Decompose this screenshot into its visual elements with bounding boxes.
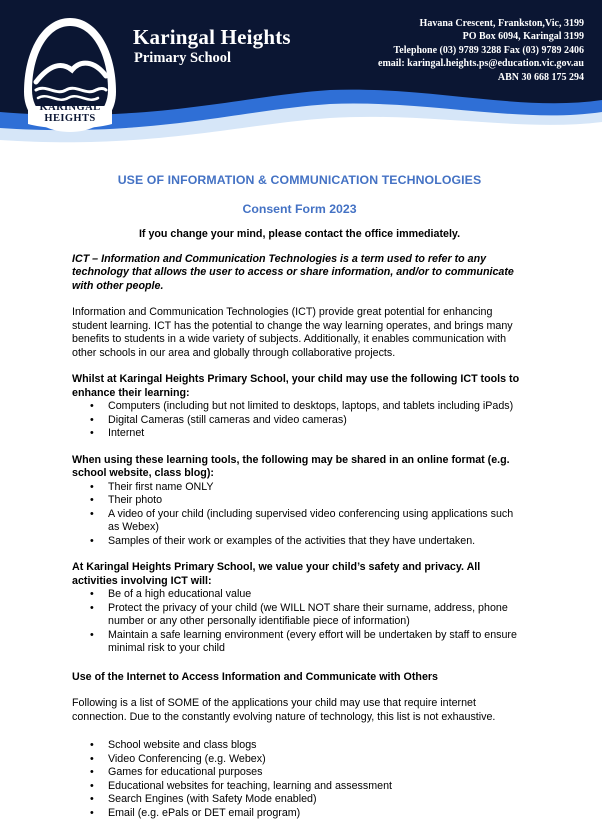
school-subtitle: Primary School	[134, 50, 232, 66]
safety-heading: At Karingal Heights Primary School, we value your child’s safety and privacy. All activities involving ICT will:	[72, 561, 481, 587]
school-name: Karingal Heights	[133, 25, 291, 49]
ict-definition: ICT – Information and Communication Technologies is a term used to refer to any technology that allows the user to access or share information, and/or to communicate with other people.	[72, 252, 514, 292]
tools-heading: Whilst at Karingal Heights Primary School, your child may use the following ICT tools to enhance their learning:	[72, 373, 520, 399]
shared-online-heading: When using these learning tools, the following may be shared in an online format (e.g. school website, class blog):	[72, 453, 510, 479]
internet-heading: Use of the Internet to Access Information and Communicate with Others	[72, 670, 438, 683]
document-subtitle: Consent Form 2023	[242, 201, 357, 216]
list-item: • Be of a high educational value	[108, 588, 527, 602]
list-item: • Digital Cameras (still cameras and video cameras)	[108, 414, 527, 428]
list-item: • Their photo	[108, 494, 527, 508]
list-item: • Search Engines (with Safety Mode enabled)	[108, 793, 527, 807]
list-item: • Email (e.g. ePals or DET email program)	[108, 807, 527, 821]
address-line-email: email: karingal.heights.ps@education.vic.gov.au	[378, 58, 584, 70]
list-item: • Their first name ONLY	[108, 481, 527, 495]
list-item: • Computers (including but not limited to desktops, laptops, and tablets including iPads)	[108, 400, 527, 414]
address-line-abn: ABN 30 668 175 294	[497, 71, 584, 83]
address-line-phone-fax: Telephone (03) 9789 3288 Fax (03) 9789 2406	[393, 44, 584, 56]
document-title: USE OF INFORMATION & COMMUNICATION TECHNOLOGIES	[117, 173, 482, 187]
list-item: • School website and class blogs	[108, 739, 527, 753]
address-line-po-box: PO Box 6094, Karingal 3199	[462, 31, 584, 43]
logo-text-karingal: KARINGAL	[39, 102, 101, 113]
address-line-street: Havana Crescent, Frankston,Vic, 3199	[419, 18, 584, 29]
applications-list	[72, 739, 527, 820]
logo-text-heights: HEIGHTS	[44, 113, 96, 124]
list-item: • Internet	[108, 427, 527, 441]
shared-online-list	[72, 481, 527, 549]
list-item: • Maintain a safe learning environment (every effort will be undertaken by staff to ensure minimal risk to your child	[108, 629, 527, 656]
contact-details	[378, 17, 584, 84]
safety-list	[72, 588, 527, 656]
letterhead	[0, 0, 602, 150]
list-item: • Samples of their work or examples of the activities that they have undertaken.	[108, 535, 527, 549]
document-body	[72, 170, 527, 820]
list-item: • Video Conferencing (e.g. Webex)	[108, 753, 527, 767]
list-item: • Educational websites for teaching, learning and assessment	[108, 780, 527, 794]
list-item: • A video of your child (including supervised video conferencing using applications such as Webex)	[108, 508, 527, 535]
list-item: • Protect the privacy of your child (we WILL NOT share their surname, address, phone number or any other personally identifiable piece of information)	[108, 602, 527, 629]
tools-list	[72, 400, 527, 441]
ict-intro-paragraph: Information and Communication Technologies (ICT) provide great potential for enhancing student learning. ICT has the potential to change the way learning operates, and brings many benefits to students in a wide variety of subjects. Additionally, it enables communication with other schools in our area and globally through collaborative projects.	[72, 306, 513, 359]
internet-intro-paragraph: Following is a list of SOME of the applications your child may use that require internet connection. Due to the constantly evolving nature of technology, this list is not exhaustive.	[72, 697, 496, 723]
list-item: • Games for educational purposes	[108, 766, 527, 780]
change-mind-notice: If you change your mind, please contact the office immediately.	[138, 228, 461, 240]
